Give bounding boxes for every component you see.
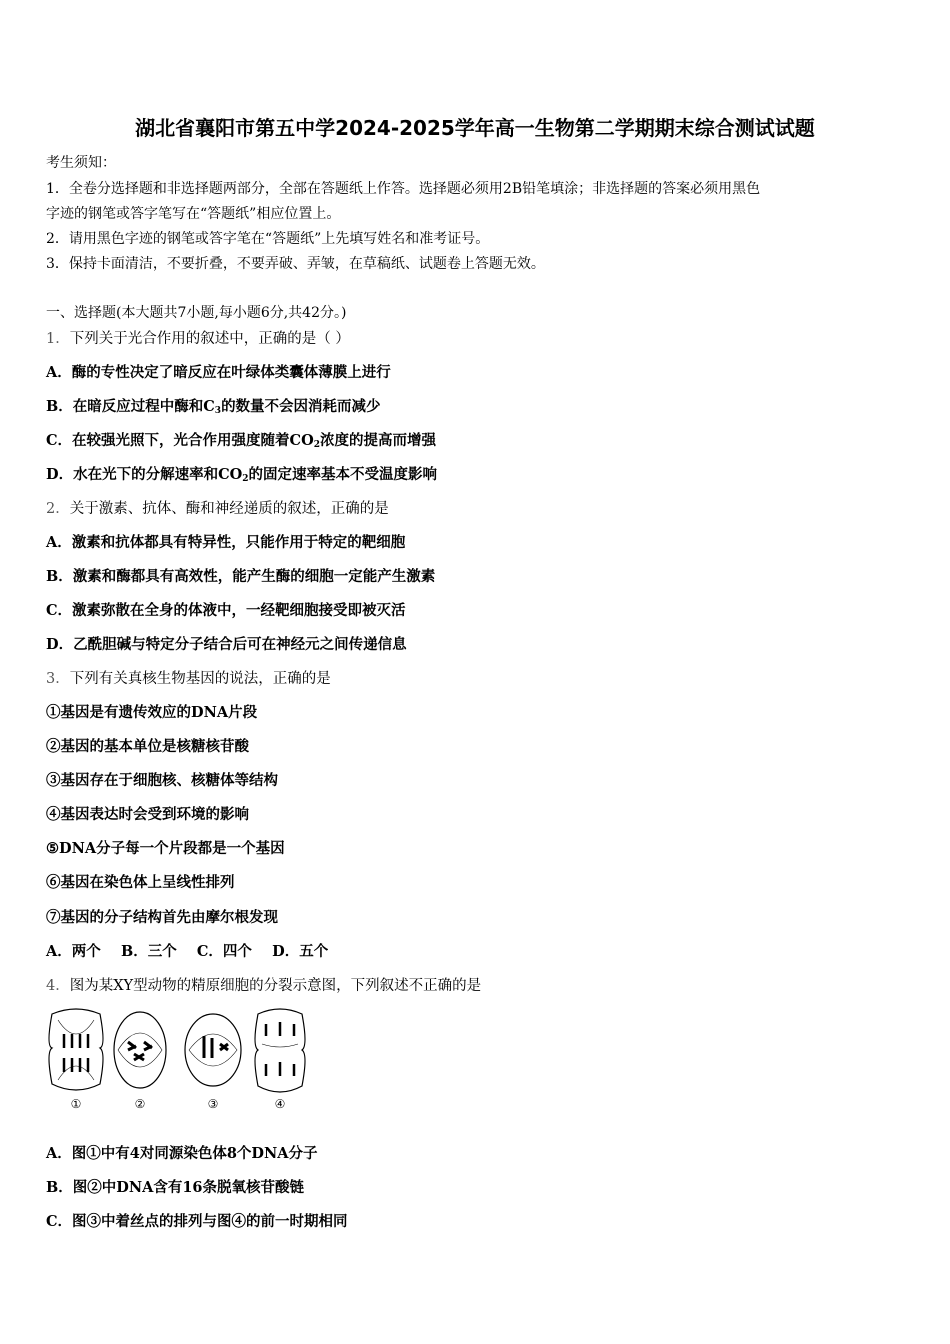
q3-item-7: ⑦基因的分子结构首先由摩尔根发现 xyxy=(46,909,278,926)
question-3 xyxy=(46,667,331,688)
q2-option-d: D．乙酰胆碱与特定分子结合后可在神经元之间传递信息 xyxy=(46,636,407,653)
q3-options: A．两个 B．三个 C．四个 D．五个 xyxy=(46,943,329,960)
page-title: 湖北省襄阳市第五中学2024-2025学年高一生物第二学期期末综合测试试题 xyxy=(135,116,815,140)
cell-division-figure xyxy=(44,1004,314,1114)
question-1 xyxy=(46,327,350,348)
question-stem: 关于激素、抗体、酶和神经递质的叙述，正确的是 xyxy=(69,501,389,517)
question-number: 4． xyxy=(46,978,70,994)
cell-4-diagram xyxy=(255,1009,305,1092)
figure-label-3: ③ xyxy=(207,1097,219,1111)
q1-option-d: D．水在光下的分解速率和$CO_2$的固定速率基本不受温度影响 xyxy=(46,466,438,484)
q4-option-b: B．图②中DNA含有16条脱氧核苷酸链 xyxy=(46,1179,305,1196)
question-number: 2． xyxy=(46,501,70,517)
q3-item-3: ③基因存在于细胞核、核糖体等结构 xyxy=(46,772,278,789)
q4-option-a: A．图①中有4对同源染色体8个DNA分子 xyxy=(46,1145,318,1162)
notice-item-1-cont: 字迹的钢笔或答字笔写在“答题纸”相应位置上。 xyxy=(46,206,341,222)
cell-3-diagram xyxy=(185,1014,241,1086)
q1-option-c: C．在较强光照下，光合作用强度随着$CO_2$浓度的提高而增强 xyxy=(46,432,436,450)
q3-item-4: ④基因表达时会受到环境的影响 xyxy=(46,806,249,823)
question-stem: 下列关于光合作用的叙述中，正确的是（ ） xyxy=(69,331,350,347)
question-2 xyxy=(46,497,389,518)
q3-item-1: ①基因是有遗传效应的DNA片段 xyxy=(46,704,258,721)
question-4 xyxy=(46,974,481,995)
figure-label-2: ② xyxy=(134,1097,146,1111)
q4-option-c: C．图③中着丝点的排列与图④的前一时期相同 xyxy=(46,1213,348,1230)
figure-label-4: ④ xyxy=(274,1097,286,1111)
question-stem: 下列有关真核生物基因的说法，正确的是 xyxy=(69,671,331,687)
q2-option-a: A．激素和抗体都具有特异性，只能作用于特定的靶细胞 xyxy=(46,534,406,551)
notice-item-3: 3．保持卡面清洁，不要折叠，不要弄破、弄皱，在草稿纸、试题卷上答题无效。 xyxy=(46,256,545,272)
question-number: 3． xyxy=(46,671,70,687)
cell-1-diagram xyxy=(49,1009,103,1090)
question-stem: 图为某XY型动物的精原细胞的分裂示意图，下列叙述不正确的是 xyxy=(69,978,482,994)
q1-option-a: A．酶的专性决定了暗反应在叶绿体类囊体薄膜上进行 xyxy=(46,364,391,381)
q2-option-c: C．激素弥散在全身的体液中，一经靶细胞接受即被灭活 xyxy=(46,602,406,619)
q2-option-b: B．激素和酶都具有高效性，能产生酶的细胞一定能产生激素 xyxy=(46,568,436,585)
figure-label-1: ① xyxy=(70,1097,82,1111)
q3-item-5: ⑤DNA分子每一个片段都是一个基因 xyxy=(46,840,285,857)
cell-2-diagram xyxy=(114,1012,166,1088)
notice-item-1: 1．全卷分选择题和非选择题两部分，全部在答题纸上作答。选择题必须用2B铅笔填涂；非选择题的答案必须用黑色 xyxy=(46,181,761,197)
q3-item-2: ②基因的基本单位是核糖核苷酸 xyxy=(46,738,249,755)
question-number: 1． xyxy=(46,331,70,347)
section-heading: 一、选择题(本大题共7小题,每小题6分,共42分。) xyxy=(46,305,347,321)
notice-heading: 考生须知： xyxy=(46,155,116,171)
q1-option-b: B．在暗反应过程中酶和$C_3$的数量不会因消耗而减少 xyxy=(46,398,381,416)
notice-item-2: 2．请用黑色字迹的钢笔或答字笔在“答题纸”上先填写姓名和准考证号。 xyxy=(46,231,490,247)
q3-item-6: ⑥基因在染色体上呈线性排列 xyxy=(46,874,235,891)
